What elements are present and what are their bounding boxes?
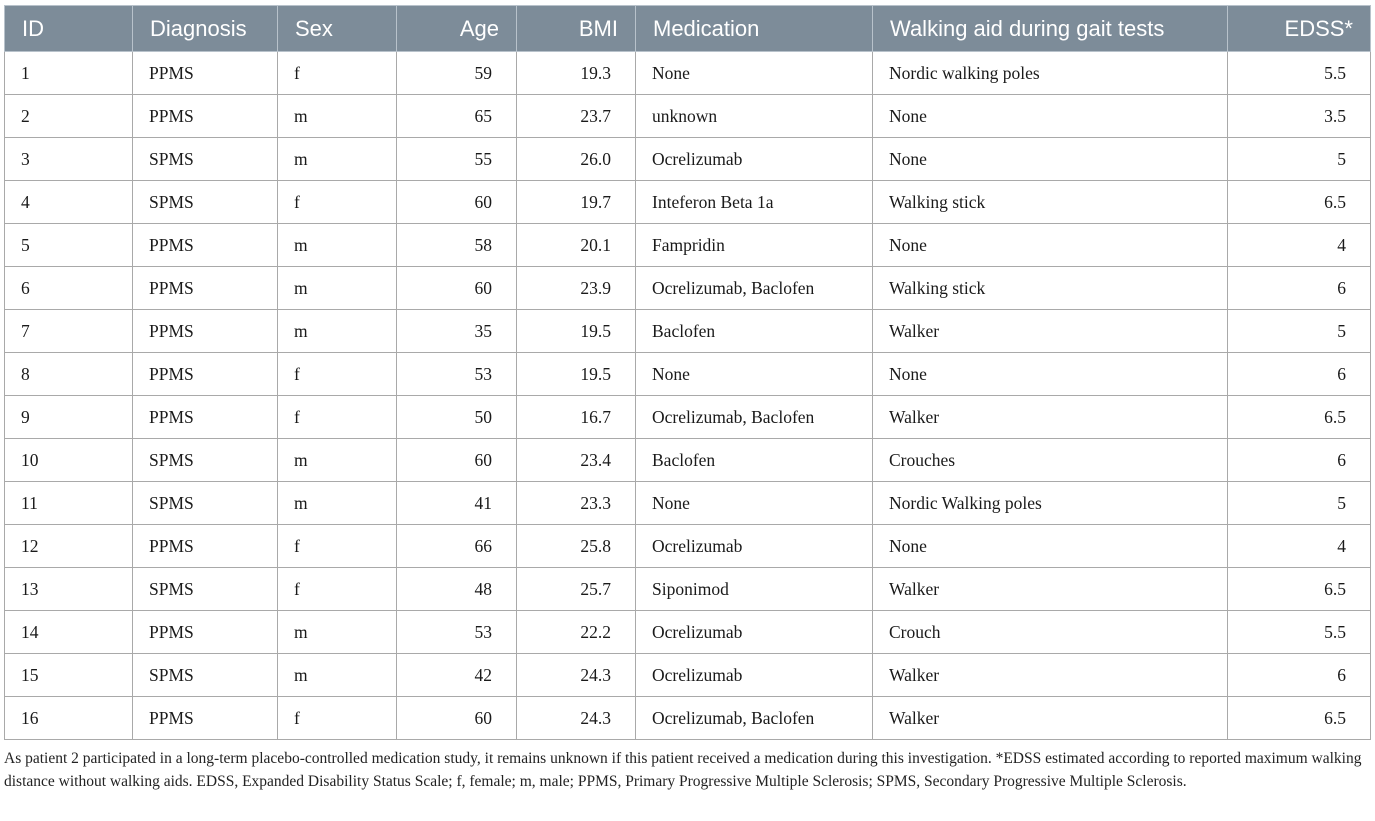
cell-diagnosis: SPMS: [133, 654, 278, 697]
cell-diagnosis: PPMS: [133, 525, 278, 568]
cell-id: 14: [5, 611, 133, 654]
cell-diagnosis: PPMS: [133, 224, 278, 267]
cell-age: 66: [397, 525, 517, 568]
cell-bmi: 26.0: [517, 138, 636, 181]
table-row: [5, 224, 1371, 267]
cell-id: 9: [5, 396, 133, 439]
cell-medication: None: [636, 482, 873, 525]
cell-bmi: 24.3: [517, 697, 636, 740]
cell-age: 53: [397, 353, 517, 396]
table-body: [5, 52, 1371, 740]
cell-sex: m: [278, 611, 397, 654]
cell-age: 60: [397, 439, 517, 482]
cell-edss: 6: [1228, 654, 1371, 697]
cell-id: 8: [5, 353, 133, 396]
cell-medication: Baclofen: [636, 310, 873, 353]
cell-bmi: 16.7: [517, 396, 636, 439]
cell-medication: Fampridin: [636, 224, 873, 267]
cell-age: 65: [397, 95, 517, 138]
table-row: [5, 353, 1371, 396]
table-row: [5, 267, 1371, 310]
cell-bmi: 19.5: [517, 353, 636, 396]
cell-sex: f: [278, 525, 397, 568]
cell-walking-aid: Nordic Walking poles: [873, 482, 1228, 525]
cell-sex: m: [278, 654, 397, 697]
cell-sex: m: [278, 224, 397, 267]
header-row: [5, 6, 1371, 52]
cell-edss: 6.5: [1228, 568, 1371, 611]
cell-sex: f: [278, 181, 397, 224]
column-header-edss: EDSS*: [1228, 6, 1371, 52]
cell-walking-aid: Crouches: [873, 439, 1228, 482]
cell-medication: Baclofen: [636, 439, 873, 482]
cell-edss: 3.5: [1228, 95, 1371, 138]
cell-edss: 5: [1228, 482, 1371, 525]
cell-walking-aid: Nordic walking poles: [873, 52, 1228, 95]
cell-age: 35: [397, 310, 517, 353]
cell-walking-aid: Walker: [873, 697, 1228, 740]
cell-age: 53: [397, 611, 517, 654]
cell-walking-aid: Crouch: [873, 611, 1228, 654]
cell-bmi: 25.8: [517, 525, 636, 568]
cell-sex: m: [278, 267, 397, 310]
cell-bmi: 23.7: [517, 95, 636, 138]
cell-edss: 5: [1228, 138, 1371, 181]
cell-age: 58: [397, 224, 517, 267]
table-row: [5, 439, 1371, 482]
cell-id: 1: [5, 52, 133, 95]
cell-diagnosis: PPMS: [133, 52, 278, 95]
cell-id: 6: [5, 267, 133, 310]
cell-edss: 5: [1228, 310, 1371, 353]
cell-walking-aid: None: [873, 95, 1228, 138]
cell-bmi: 23.9: [517, 267, 636, 310]
cell-edss: 6: [1228, 267, 1371, 310]
cell-medication: None: [636, 52, 873, 95]
cell-edss: 6.5: [1228, 181, 1371, 224]
column-header-id: ID: [5, 6, 133, 52]
column-header-age: Age: [397, 6, 517, 52]
cell-edss: 6.5: [1228, 396, 1371, 439]
column-header-medication: Medication: [636, 6, 873, 52]
cell-bmi: 22.2: [517, 611, 636, 654]
cell-diagnosis: SPMS: [133, 482, 278, 525]
cell-id: 12: [5, 525, 133, 568]
cell-id: 16: [5, 697, 133, 740]
cell-diagnosis: PPMS: [133, 267, 278, 310]
cell-id: 10: [5, 439, 133, 482]
cell-edss: 6: [1228, 439, 1371, 482]
cell-diagnosis: PPMS: [133, 353, 278, 396]
cell-sex: f: [278, 353, 397, 396]
cell-bmi: 23.4: [517, 439, 636, 482]
cell-age: 50: [397, 396, 517, 439]
cell-age: 55: [397, 138, 517, 181]
table-row: [5, 138, 1371, 181]
cell-bmi: 19.5: [517, 310, 636, 353]
column-header-bmi: BMI: [517, 6, 636, 52]
cell-walking-aid: None: [873, 525, 1228, 568]
cell-edss: 5.5: [1228, 611, 1371, 654]
cell-bmi: 23.3: [517, 482, 636, 525]
cell-sex: m: [278, 95, 397, 138]
cell-walking-aid: Walker: [873, 654, 1228, 697]
cell-sex: f: [278, 52, 397, 95]
cell-walking-aid: None: [873, 138, 1228, 181]
cell-medication: Ocrelizumab: [636, 525, 873, 568]
cell-walking-aid: Walker: [873, 396, 1228, 439]
cell-sex: m: [278, 310, 397, 353]
cell-walking-aid: Walking stick: [873, 267, 1228, 310]
table-row: [5, 568, 1371, 611]
cell-age: 41: [397, 482, 517, 525]
table-row: [5, 95, 1371, 138]
cell-sex: m: [278, 439, 397, 482]
cell-medication: Siponimod: [636, 568, 873, 611]
cell-walking-aid: Walker: [873, 310, 1228, 353]
cell-edss: 5.5: [1228, 52, 1371, 95]
cell-walking-aid: None: [873, 224, 1228, 267]
cell-medication: Ocrelizumab: [636, 611, 873, 654]
cell-bmi: 25.7: [517, 568, 636, 611]
cell-id: 13: [5, 568, 133, 611]
table-row: [5, 697, 1371, 740]
cell-id: 11: [5, 482, 133, 525]
cell-id: 2: [5, 95, 133, 138]
cell-walking-aid: Walking stick: [873, 181, 1228, 224]
cell-walking-aid: None: [873, 353, 1228, 396]
cell-age: 59: [397, 52, 517, 95]
cell-id: 5: [5, 224, 133, 267]
cell-medication: unknown: [636, 95, 873, 138]
column-header-walking-aid: Walking aid during gait tests: [873, 6, 1228, 52]
cell-medication: Inteferon Beta 1a: [636, 181, 873, 224]
cell-diagnosis: PPMS: [133, 95, 278, 138]
table-row: [5, 181, 1371, 224]
cell-sex: m: [278, 138, 397, 181]
cell-medication: None: [636, 353, 873, 396]
cell-age: 48: [397, 568, 517, 611]
cell-diagnosis: PPMS: [133, 611, 278, 654]
table-row: [5, 482, 1371, 525]
cell-edss: 4: [1228, 525, 1371, 568]
cell-diagnosis: PPMS: [133, 310, 278, 353]
cell-diagnosis: PPMS: [133, 697, 278, 740]
cell-edss: 6: [1228, 353, 1371, 396]
cell-sex: f: [278, 697, 397, 740]
cell-age: 60: [397, 267, 517, 310]
cell-edss: 6.5: [1228, 697, 1371, 740]
cell-sex: f: [278, 396, 397, 439]
cell-sex: f: [278, 568, 397, 611]
table-row: [5, 611, 1371, 654]
cell-id: 15: [5, 654, 133, 697]
cell-diagnosis: SPMS: [133, 138, 278, 181]
table-row: [5, 310, 1371, 353]
table-row: [5, 525, 1371, 568]
cell-medication: Ocrelizumab: [636, 138, 873, 181]
cell-id: 7: [5, 310, 133, 353]
cell-walking-aid: Walker: [873, 568, 1228, 611]
cell-bmi: 24.3: [517, 654, 636, 697]
cell-diagnosis: PPMS: [133, 396, 278, 439]
cell-diagnosis: SPMS: [133, 568, 278, 611]
cell-diagnosis: SPMS: [133, 439, 278, 482]
column-header-diagnosis: Diagnosis: [133, 6, 278, 52]
cell-age: 42: [397, 654, 517, 697]
patient-characteristics-table: [4, 5, 1371, 740]
cell-sex: m: [278, 482, 397, 525]
table-footnote: As patient 2 participated in a long-term placebo-controlled medication study, it remains unknown if this patient received a medication during this investigation. *EDSS estimated according to reported maximum walking distance without walking aids. EDSS, Expanded Disability Status Scale; f, female; m, male; PPMS, Primary Progressive Multiple Sclerosis; SPMS, Secondary Progressive Multiple Sclerosis.: [4, 750, 1362, 790]
cell-bmi: 19.3: [517, 52, 636, 95]
cell-medication: Ocrelizumab, Baclofen: [636, 267, 873, 310]
cell-medication: Ocrelizumab, Baclofen: [636, 697, 873, 740]
table-row: [5, 52, 1371, 95]
cell-age: 60: [397, 181, 517, 224]
column-header-sex: Sex: [278, 6, 397, 52]
cell-bmi: 20.1: [517, 224, 636, 267]
table-row: [5, 654, 1371, 697]
cell-diagnosis: SPMS: [133, 181, 278, 224]
cell-medication: Ocrelizumab, Baclofen: [636, 396, 873, 439]
cell-id: 3: [5, 138, 133, 181]
cell-age: 60: [397, 697, 517, 740]
cell-id: 4: [5, 181, 133, 224]
cell-medication: Ocrelizumab: [636, 654, 873, 697]
table-row: [5, 396, 1371, 439]
cell-edss: 4: [1228, 224, 1371, 267]
table-header: [5, 6, 1371, 52]
patient-table-container: [4, 5, 1370, 740]
cell-bmi: 19.7: [517, 181, 636, 224]
